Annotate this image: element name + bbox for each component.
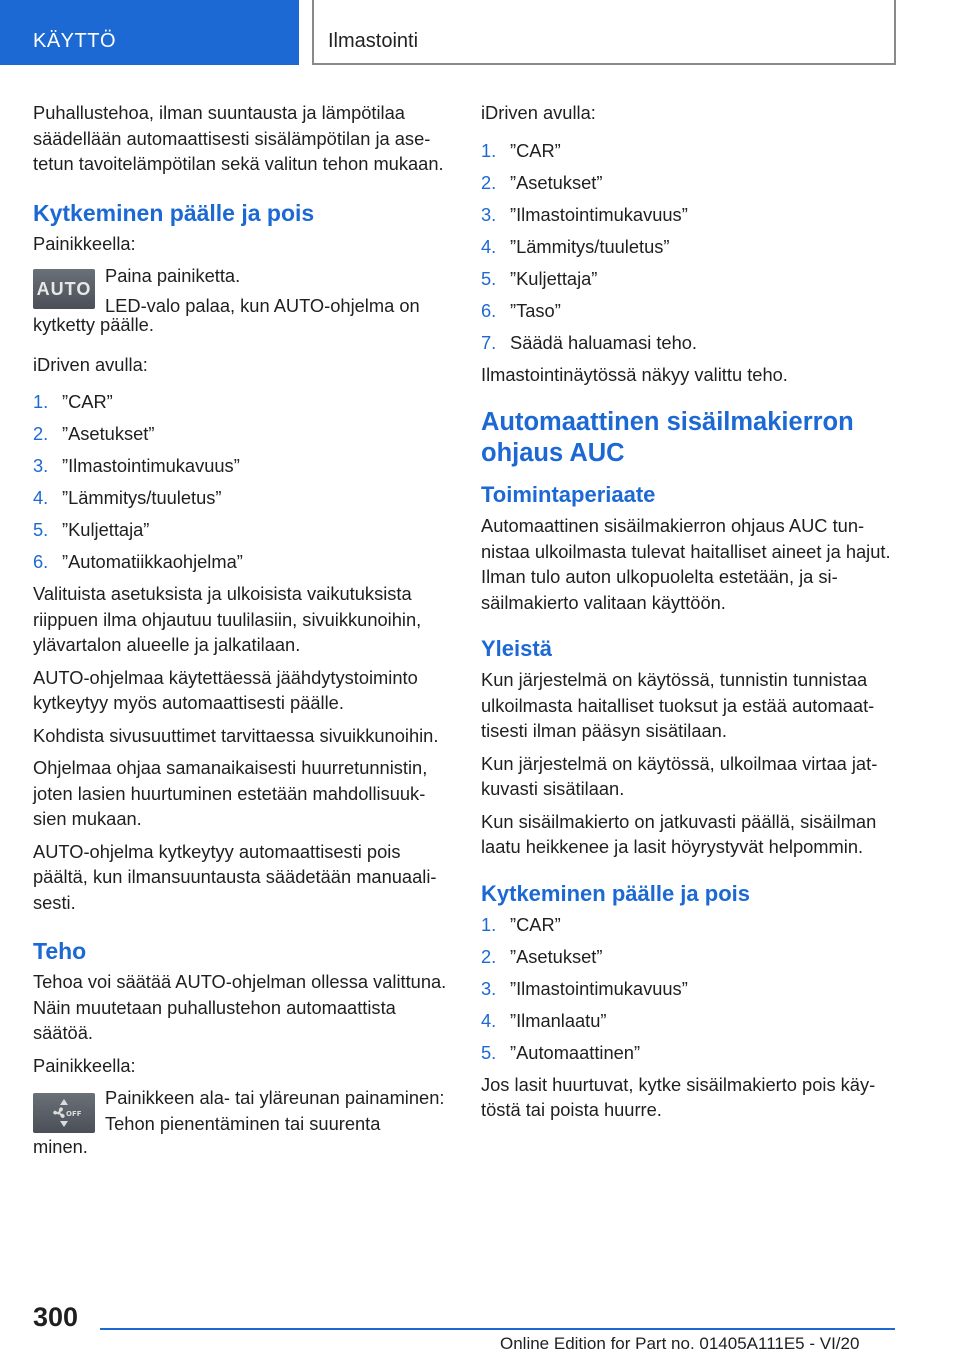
intro-paragraph: Puhallustehoa, ilman suuntausta ja lämpötilaa säädellään automaattisesti sisälämpötilan ja asetetun tavoitelämpötilan sekä valitun tehon mukaan.: [33, 102, 444, 174]
list-item: 6. ”Taso”: [481, 299, 561, 321]
fan-off-button-icon: [33, 1093, 95, 1133]
list-item: 5. ”Automaattinen”: [481, 1041, 641, 1063]
right-column: [481, 100, 896, 1130]
cooling-paragraph: AUTO-ohjelmaa käytettäessä jäähdytystoiminto kytkeytyy myös automaattisesti päälle.: [33, 666, 418, 713]
list-item: 4. ”Ilmanlaatu”: [481, 1009, 607, 1031]
list-item: 3. ”Ilmastointimukavuus”: [481, 203, 688, 225]
auto-off-paragraph: AUTO-ohjelma kytkeytyy automaattisesti pois päältä, kun ilmansuuntausta säädetään manuaalisesti.: [33, 840, 437, 913]
buttons-label-2: Painikkeella:: [33, 1054, 136, 1076]
page-header: [0, 0, 960, 66]
idrive-steps-list: [33, 389, 448, 575]
auto-button-row: [33, 263, 448, 318]
sensor-paragraph: Ohjelmaa ohjaa samanaikaisesti huurretunnistin, joten lasien huurtuminen estetään mahdollisuuksien mukaan.: [33, 757, 428, 829]
list-item: 1. ”CAR”: [33, 391, 113, 412]
press-button-text: Paina painiketta.: [105, 265, 241, 286]
svg-text:OFF: OFF: [66, 1110, 82, 1118]
chapter-title: Ilmastointi: [312, 0, 896, 65]
list-item: 5. ”Kuljettaja”: [33, 519, 150, 540]
footer-divider: [100, 1328, 895, 1330]
heading-switch-on-off: Kytkeminen päälle ja pois: [33, 199, 315, 226]
auto-button-icon: AUTO: [33, 269, 95, 309]
list-item: 3. ”Ilmastointimukavuus”: [481, 977, 688, 999]
page-number: 300: [33, 1302, 79, 1332]
vents-paragraph: Kohdista sivusuuttimet tarvittaessa sivuikkunoihin.: [33, 724, 439, 746]
fan-button-text-cont: minen.: [33, 1136, 88, 1157]
general-paragraph-2: Kun järjestelmä on käytössä, ulkoilmaa virtaa jatkuvasti sisätilaan.: [481, 752, 878, 799]
heading-auc: Automaattinen sisäilmakierron ohjaus AUC: [481, 408, 854, 467]
list-item: 5. ”Kuljettaja”: [481, 267, 598, 289]
list-item: 3. ”Ilmastointimukavuus”: [33, 455, 240, 476]
air-direction-paragraph: Valituista asetuksista ja ulkoisista vaikutuksista riippuen ilma ohjautuu tuulilasiin, sivuikkunoihin, ylävartalon alueelle ja jalkatilaan.: [33, 583, 422, 655]
section-title: KÄYTTÖ: [0, 0, 299, 65]
led-text: LED-valo palaa, kun AUTO-ohjelma on: [105, 294, 420, 316]
auc-steps-list: [481, 912, 896, 1066]
display-paragraph: Ilmastointinäytössä näkyy valittu teho.: [481, 363, 788, 385]
edition-text: Online Edition for Part no. 01405A111E5 - VI/20: [500, 1334, 860, 1353]
idrive-label-right: iDriven avulla:: [481, 102, 596, 123]
list-item: 4. ”Lämmitys/tuuletus”: [481, 235, 670, 257]
teho-paragraph: Tehoa voi säätää AUTO-ohjelman ollessa valittuna. Näin muutetaan puhallustehon automaattista säätöä.: [33, 971, 447, 1043]
general-paragraph-3: Kun sisäilmakierto on jatkuvasti päällä, sisäilman laatu heikkenee ja lasit höyrystyvät helpommin.: [481, 810, 877, 857]
heading-general: Yleistä: [481, 636, 552, 661]
buttons-label: Painikkeella:: [33, 232, 136, 254]
idrive-steps-list-right: [481, 138, 896, 356]
idrive-label: iDriven avulla:: [33, 353, 148, 375]
fog-paragraph: Jos lasit huurtuvat, kytke sisäilmakierto pois käytöstä tai poista huurre.: [481, 1073, 876, 1120]
list-item: 6. ”Automatiikkaohjelma”: [33, 551, 243, 572]
heading-principle: Toimintaperiaate: [481, 482, 656, 507]
fan-button-text: Painikkeen ala- tai yläreunan painaminen: Tehon pienentäminen tai suurenta: [105, 1087, 445, 1134]
list-item: 2. ”Asetukset”: [33, 423, 155, 444]
principle-paragraph: Automaattinen sisäilmakierron ohjaus AUC tunnistaa ulkoilmasta tulevat haitalliset aineet ja hajut. Ilman tulo auton ulkopuolelta estetään, ja sisäilmakierto valitaan käyttöön.: [481, 515, 891, 613]
list-item: 1. ”CAR”: [481, 913, 561, 935]
heading-switch-on-off-right: Kytkeminen päälle ja pois: [481, 880, 750, 906]
list-item: 7. Säädä haluamasi teho.: [481, 331, 698, 353]
list-item: 4. ”Lämmitys/tuuletus”: [33, 487, 222, 508]
list-item: 2. ”Asetukset”: [481, 171, 603, 193]
heading-teho: Teho: [33, 938, 87, 964]
led-text-cont: kytketty päälle.: [33, 314, 154, 335]
list-item: 1. ”CAR”: [481, 139, 561, 161]
fan-button-row: [33, 1085, 448, 1136]
general-paragraph-1: Kun järjestelmä on käytössä, tunnistin tunnistaa ulkoilmasta haitalliset tuoksut ja estää automaattisesti ilman pääsyn sisätilaan.: [481, 669, 875, 741]
left-column: [33, 100, 448, 1167]
list-item: 2. ”Asetukset”: [481, 945, 603, 967]
